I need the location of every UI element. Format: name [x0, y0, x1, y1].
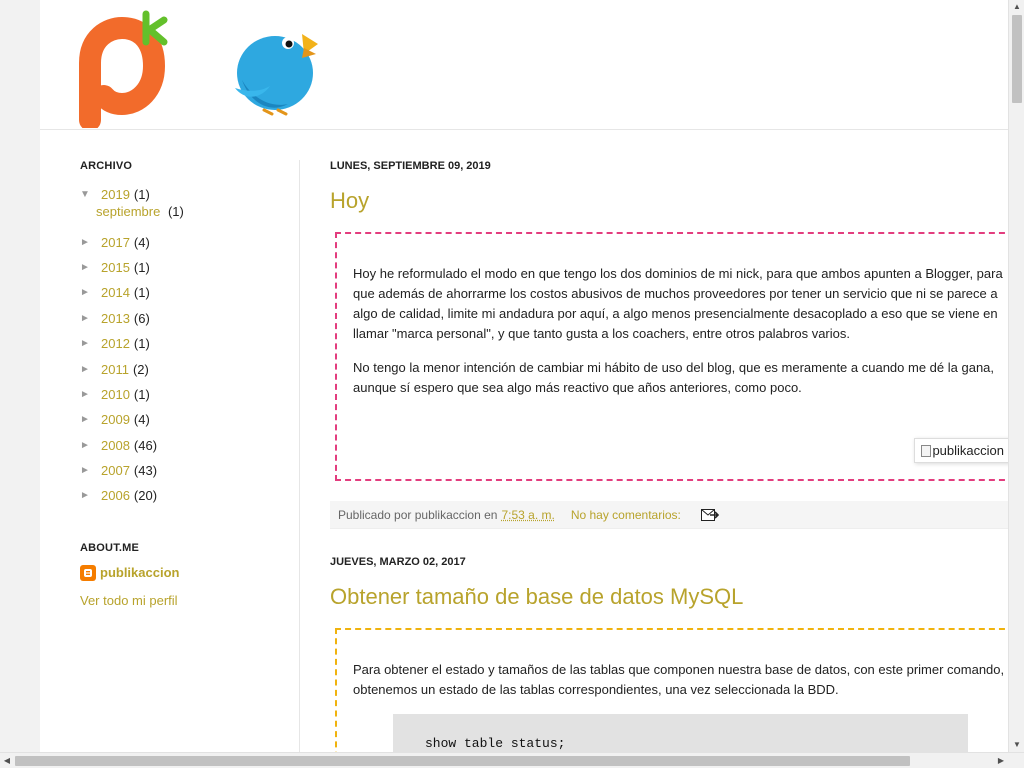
- archive-count: (1): [133, 187, 150, 203]
- expand-arrow-icon[interactable]: ►: [80, 236, 90, 248]
- archive-year-link[interactable]: 2009: [101, 412, 130, 428]
- horizontal-scrollbar[interactable]: [0, 752, 1024, 768]
- archive-count: (1): [133, 285, 150, 301]
- archive-count: (46): [133, 437, 158, 453]
- archive-year-link[interactable]: 2019: [101, 187, 130, 203]
- archive-count: (1): [133, 259, 150, 275]
- expand-arrow-icon[interactable]: ►: [80, 363, 90, 375]
- archive-year-2006[interactable]: [80, 483, 290, 508]
- post-body: [335, 628, 1008, 752]
- image-alt-text: publikaccion: [932, 443, 1004, 458]
- archive-year-link[interactable]: 2014: [101, 285, 130, 301]
- post-paragraph: Hoy he reformulado el modo en que tengo los dos dominios de mi nick, para que ambos apunten a Blogger, para que además de ahorrarme los costos abusivos de muchos proveedores por tener un servicio que ni se parece a algo de calidad, limite mi andadura por aquí, a algo menos presencialmente desacoplado a eso que se viene en llamar "marca personal", y que tanto gusta a los coachers, entre otros palabros varios.: [353, 266, 1003, 341]
- collapse-arrow-icon[interactable]: ▼: [80, 189, 90, 201]
- archive-year-2013[interactable]: [80, 306, 290, 331]
- archive-year-link[interactable]: 2013: [101, 310, 130, 326]
- post-timestamp-link[interactable]: 7:53 a. m.: [501, 507, 555, 522]
- expand-arrow-icon[interactable]: ►: [80, 490, 90, 502]
- expand-arrow-icon[interactable]: ►: [80, 261, 90, 273]
- archive-count: (43): [133, 463, 158, 479]
- post-footer: [330, 501, 1008, 529]
- archive-year-2008[interactable]: [80, 433, 290, 458]
- archive-count: (1): [167, 204, 184, 220]
- scroll-up-arrow-icon[interactable]: ▲: [1013, 2, 1021, 11]
- archive-count: (4): [133, 234, 150, 250]
- archive-year-link[interactable]: 2008: [101, 437, 130, 453]
- post-date: JUEVES, MARZO 02, 2017: [330, 556, 466, 568]
- post-title-link[interactable]: Obtener tamaño de base de datos MySQL: [330, 584, 744, 609]
- archive-year-2010[interactable]: [80, 382, 290, 407]
- post-date: LUNES, SEPTIEMBRE 09, 2019: [330, 160, 491, 172]
- archive-count: (2): [132, 361, 149, 377]
- twitter-bird-icon[interactable]: [230, 18, 320, 118]
- archive-year-2015[interactable]: [80, 255, 290, 280]
- horizontal-scroll-thumb[interactable]: [15, 756, 910, 766]
- pk-logo-icon[interactable]: [68, 8, 174, 128]
- code-block: show table status;: [393, 714, 968, 752]
- profile-name-link[interactable]: publikaccion: [100, 565, 180, 581]
- blogger-icon: [80, 565, 96, 581]
- vertical-scrollbar[interactable]: [1008, 0, 1024, 752]
- about-section: [80, 542, 290, 608]
- archive-year-link[interactable]: 2015: [101, 259, 130, 275]
- archive-year-2012[interactable]: [80, 331, 290, 356]
- scroll-right-arrow-icon[interactable]: ▶: [997, 756, 1005, 765]
- archive-year-link[interactable]: 2006: [101, 488, 130, 504]
- scroll-left-arrow-icon[interactable]: ◀: [3, 756, 11, 765]
- archive-count: (20): [133, 488, 158, 504]
- broken-image-icon: [921, 445, 931, 457]
- archive-title: ARCHIVO: [80, 160, 133, 172]
- archive-list: [80, 182, 290, 509]
- blog-page: [40, 0, 1008, 752]
- archive-count: (1): [133, 336, 150, 352]
- archive-year-2009[interactable]: [80, 407, 290, 432]
- sidebar: [80, 160, 290, 608]
- post-title-link[interactable]: Hoy: [330, 188, 370, 213]
- comments-link[interactable]: No hay comentarios:: [570, 507, 681, 522]
- archive-year-2007[interactable]: [80, 458, 290, 483]
- archive-count: (1): [133, 386, 150, 402]
- archive-month-septiembre[interactable]: [96, 204, 290, 219]
- archive-count: (4): [133, 412, 150, 428]
- blog-header: [40, 0, 1008, 130]
- archive-year-link[interactable]: 2017: [101, 234, 130, 250]
- post-image[interactable]: [914, 438, 1008, 463]
- archive-count: (6): [133, 310, 150, 326]
- archive-year-2014[interactable]: [80, 280, 290, 305]
- archive-year-link[interactable]: 2011: [101, 361, 129, 377]
- email-post-icon[interactable]: [701, 509, 719, 521]
- archive-year-link[interactable]: 2007: [101, 463, 130, 479]
- scroll-down-arrow-icon[interactable]: ▼: [1013, 740, 1021, 749]
- expand-arrow-icon[interactable]: ►: [80, 287, 90, 299]
- archive-year-2011[interactable]: [80, 356, 290, 381]
- expand-arrow-icon[interactable]: ►: [80, 338, 90, 350]
- post-body: [335, 232, 1008, 481]
- view-profile-link[interactable]: Ver todo mi perfil: [80, 592, 178, 608]
- expand-arrow-icon[interactable]: ►: [80, 439, 90, 451]
- expand-arrow-icon[interactable]: ►: [80, 414, 90, 426]
- about-title: ABOUT.ME: [80, 541, 140, 554]
- post-paragraph: No tengo la menor intención de cambiar mi hábito de uso del blog, que es meramente a cuando me dé la gana, aunque sí espero que sea algo más reactivo que años anteriores, como poco.: [353, 360, 995, 395]
- post-paragraph: Para obtener el estado y tamaños de las tablas que componen nuestra base de datos, con este primer comando, obtenemos un estado de las tablas correspondientes, una vez seleccionada la BDD.: [353, 662, 1005, 697]
- profile-row[interactable]: [80, 565, 290, 581]
- archive-year-link[interactable]: 2010: [101, 386, 130, 402]
- post-author-text: Publicado por publikaccion en: [338, 507, 498, 522]
- column-divider: [299, 160, 300, 752]
- archive-month-link[interactable]: septiembre: [96, 204, 161, 220]
- archive-year-link[interactable]: 2012: [101, 336, 130, 352]
- expand-arrow-icon[interactable]: ►: [80, 312, 90, 324]
- vertical-scroll-thumb[interactable]: [1012, 15, 1022, 103]
- expand-arrow-icon[interactable]: ►: [80, 388, 90, 400]
- expand-arrow-icon[interactable]: ►: [80, 465, 90, 477]
- archive-year-2017[interactable]: [80, 229, 290, 254]
